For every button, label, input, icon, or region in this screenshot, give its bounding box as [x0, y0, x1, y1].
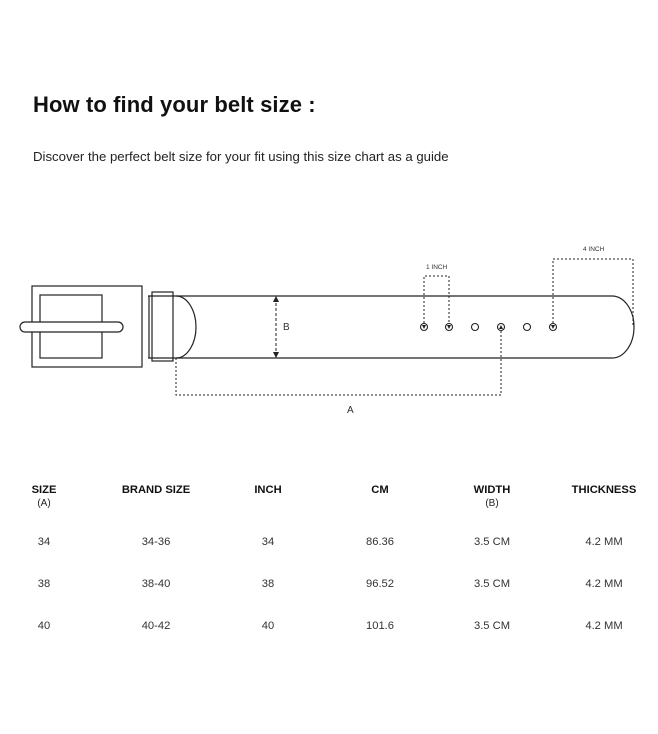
belt-holes — [421, 324, 557, 331]
table-cell: 40 — [261, 620, 275, 632]
label-1-inch: 1 INCH — [426, 264, 448, 271]
page-subtitle: Discover the perfect belt size for your fit using this size chart as a guide — [33, 149, 449, 164]
table-cell: 40-42 — [141, 620, 171, 632]
table-cell: 3.5 CM — [473, 536, 511, 548]
table-cell: 101.6 — [366, 620, 394, 632]
col-header-cm: CM — [371, 484, 389, 496]
table-cell: 3.5 CM — [473, 578, 511, 590]
col-header-size: SIZE (A) — [31, 484, 57, 509]
table-cell: 4.2 MM — [585, 536, 623, 548]
table-cell: 3.5 CM — [473, 620, 511, 632]
table-cell: 34 — [37, 536, 51, 548]
col-header-inch: INCH — [254, 484, 282, 496]
label-b: B — [283, 322, 290, 333]
label-4-inch: 4 INCH — [583, 246, 605, 253]
table-cell: 86.36 — [366, 536, 394, 548]
hole-3 — [472, 324, 479, 331]
table-cell: 4.2 MM — [585, 620, 623, 632]
belt-strap — [148, 296, 634, 358]
label-a: A — [347, 405, 354, 416]
belt-keeper — [152, 292, 173, 361]
table-cell: 34-36 — [141, 536, 171, 548]
col-header-width: WIDTH (B) — [473, 484, 511, 509]
table-cell: 38 — [261, 578, 275, 590]
table-cell: 96.52 — [366, 578, 394, 590]
belt-diagram — [0, 230, 658, 430]
hole-5 — [524, 324, 531, 331]
table-cell: 4.2 MM — [585, 578, 623, 590]
table-cell: 34 — [261, 536, 275, 548]
buckle-prong — [20, 322, 123, 332]
page-title: How to find your belt size : — [33, 92, 316, 117]
table-cell: 38-40 — [141, 578, 171, 590]
table-cell: 38 — [37, 578, 51, 590]
col-header-brand-size: BRAND SIZE — [121, 484, 191, 496]
table-cell: 40 — [37, 620, 51, 632]
col-header-thickness: THICKNESS — [571, 484, 637, 496]
